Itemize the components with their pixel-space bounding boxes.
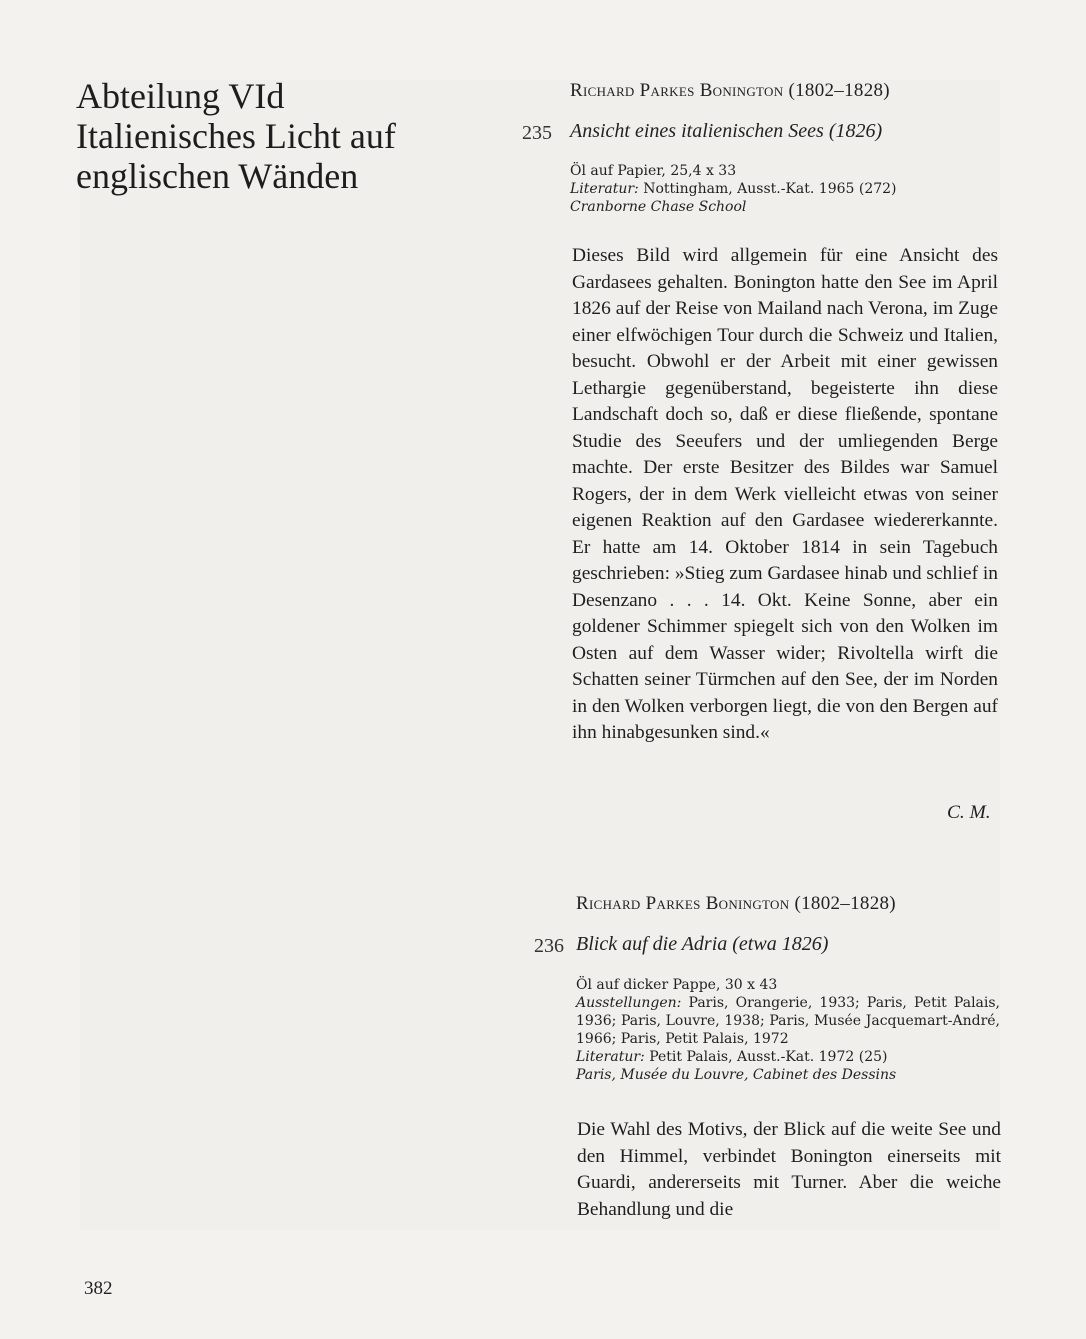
entry-236-title: Blick auf die Adria (etwa 1826) [576, 933, 829, 955]
entry-235-title: Ansicht eines italienischen Sees (1826) [570, 120, 883, 142]
section-heading-line3: englischen Wänden [76, 156, 359, 196]
entry-235-literature [570, 180, 897, 198]
section-heading-line2: Italienisches Licht auf [76, 116, 396, 156]
entry-236-literature-label: Literatur: [576, 1049, 645, 1065]
entry-236-owner: Paris, Musée du Louvre, Cabinet des Dessins [576, 1067, 897, 1083]
entry-236-exhibitions-text: Paris, Orangerie, 1933; Paris, Petit Palais, 1936; Paris, Louvre, 1938; Paris, Musée Jacquemart-André, 1966; Paris, Petit Palais, 1972 [576, 995, 1001, 1047]
entry-236-literature [576, 1048, 1000, 1066]
section-heading-line1: Abteilung VId [76, 76, 285, 116]
section-heading [76, 76, 496, 196]
entry-236-author: Richard Parkes Bonington (1802–1828) [576, 893, 896, 914]
entry-235-author: Richard Parkes Bonington (1802–1828) [570, 80, 890, 101]
entry-235-body: Dieses Bild wird allgemein für eine Ansicht des Gardasees gehalten. Bonington hatte den See im April 1826 auf der Reise von Mailand nach Verona, im Zuge einer elfwöchigen Tour durch die Schweiz und Italien, besucht. Obwohl er der Arbeit mit einer gewissen Lethargie gegenüberstand, begeisterte ihn diese Landschaft doch so, daß er diese fließende, spontane Studie des Seeufers und der umliegenden Berge machte. Der erste Besitzer des Bildes war Samuel Rogers, der in dem Werk vielleicht etwas von seiner eigenen Reaktion auf den Gardasee wiedererkannte. Er hatte am 14. Oktober 1814 in sein Tagebuch geschrieben: »Stieg zum Gardasee hinab und schlief in Desenzano . . . 14. Okt. Keine Sonne, aber ein goldener Schimmer spiegelt sich von den Wolken im Osten auf dem Wasser wider; Rivoltella wirft die Schatten seiner Türmchen auf den See, der im Norden in den Wolken verborgen liegt, die von den Bergen auf ihn hinabgesunken sind.« [572, 245, 998, 743]
entry-236-exhibitions-label: Ausstellungen: [576, 995, 682, 1011]
entry-236-exhibitions [576, 994, 1000, 1048]
page-number: 382 [84, 1278, 113, 1299]
entry-235-medium: Öl auf Papier, 25,4 x 33 [570, 163, 737, 179]
entry-236-medium: Öl auf dicker Pappe, 30 x 43 [576, 977, 778, 993]
entry-235-signature: C. M. [947, 802, 991, 823]
entry-236-number: 236 [534, 935, 564, 957]
entry-235-owner: Cranborne Chase School [570, 199, 747, 215]
entry-235-number: 235 [522, 122, 552, 144]
entry-235-literature-label: Literatur: [570, 181, 639, 197]
entry-236-literature-text: Petit Palais, Ausst.-Kat. 1972 (25) [649, 1049, 888, 1065]
entry-236-body: Die Wahl des Motivs, der Blick auf die weite See und den Himmel, verbindet Bonington einerseits mit Guardi, andererseits mit Turner. Aber die weiche Behandlung und die [577, 1119, 1001, 1220]
entry-235-literature-text: Nottingham, Ausst.-Kat. 1965 (272) [643, 181, 897, 197]
entry-236-metadata [576, 976, 1000, 1084]
entry-235-metadata [570, 162, 897, 216]
